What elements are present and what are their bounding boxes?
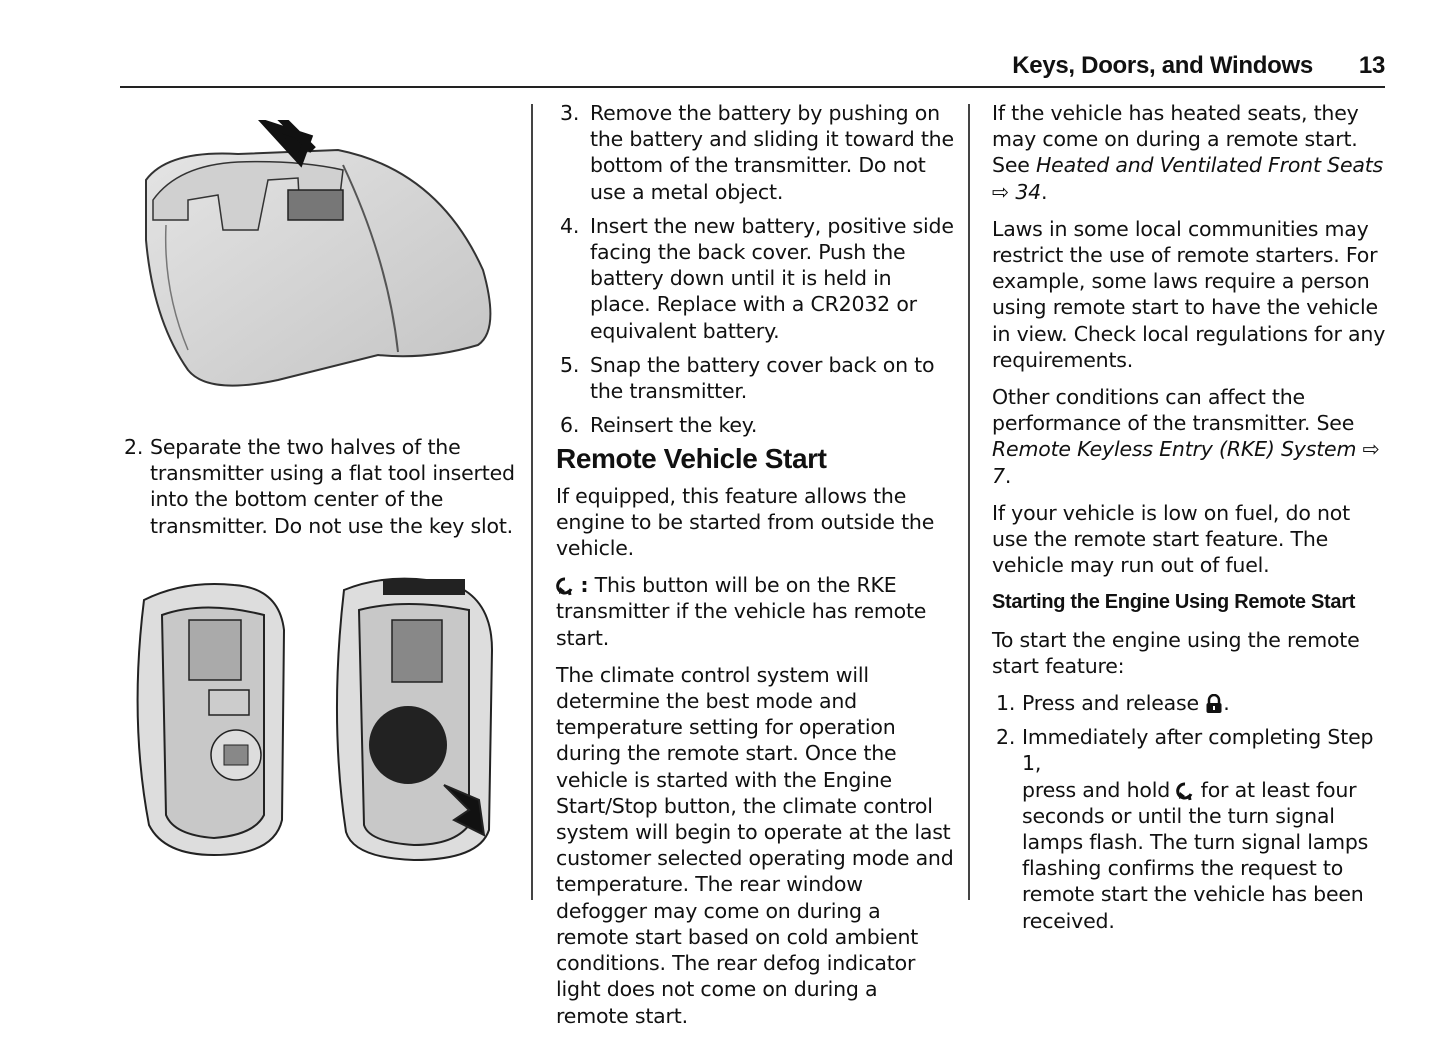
other-conditions-paragraph (992, 384, 1387, 489)
page-ref-arrow-icon: ⇨ (992, 179, 1009, 204)
step-text: Reinsert the key. (590, 413, 758, 438)
page-number: 13 (1358, 52, 1385, 79)
list-item (560, 100, 955, 205)
step-number: 3. (560, 101, 580, 125)
remote-start-icon (1176, 781, 1194, 801)
lock-icon (1205, 694, 1223, 714)
low-fuel-paragraph: If your vehicle is low on fuel, do not use the remote start feature. The vehicle may run out of fuel. (992, 500, 1350, 578)
colon: : (580, 573, 589, 598)
step-number: 2. (124, 435, 144, 459)
step-number: 1. (996, 691, 1016, 716)
step-number: 6. (560, 413, 580, 438)
subheading: Starting the Engine Using Remote Start (992, 591, 1356, 614)
step-text: Snap the battery cover back on to the transmitter. (590, 352, 935, 404)
list-item (560, 352, 955, 404)
button-note-text: This button will be on the RKE transmitter if the vehicle has remote start. (556, 573, 927, 650)
transmitter-open-illustration (128, 120, 498, 410)
step-text: four seconds or until the turn signal lamps flash. The turn signal lamps flashing confirms the request to remote start the vehicle has been received. (1022, 777, 1369, 933)
remote-start-icon (556, 576, 574, 596)
page-ref-arrow-icon: ⇨ (1362, 437, 1380, 462)
list-item (992, 724, 1387, 934)
step-text: for at least (1200, 777, 1310, 802)
step-number: 4. (560, 213, 580, 238)
left-step-2 (124, 434, 516, 539)
other-text: Other conditions can affect the performance of the transmitter. See (992, 385, 1355, 436)
battery-steps (560, 100, 955, 438)
step-text: Remove the battery by pushing on the battery and sliding it toward the bottom of the transmitter. Do not use a metal object. (590, 101, 954, 204)
rke-system-page[interactable]: 7 (992, 463, 1005, 488)
step-number: 2. (996, 725, 1016, 750)
step-text: Separate the two halves of the transmitter using a flat tool inserted into the bottom center of the transmitter. Do not use the key slot. (150, 435, 515, 538)
step-text: press and hold (1022, 777, 1171, 802)
list-item (560, 412, 955, 438)
rke-system-reference[interactable]: Remote Keyless Entry (RKE) System (992, 437, 1357, 462)
header-rule (120, 86, 1385, 88)
step-text: Immediately after completing Step 1, (1022, 725, 1374, 776)
running-header (1012, 52, 1385, 80)
step-text: Insert the new battery, positive side facing the back cover. Push the battery down until it is held in place. Replace with a CR2032 or equivalent battery. (590, 213, 954, 343)
heated-seats-page[interactable]: 34 (1015, 179, 1041, 204)
remote-start-intro: If equipped, this feature allows the engine to be started from outside the vehicle. (556, 483, 935, 561)
heated-seats-paragraph (992, 100, 1387, 205)
column-divider-1 (531, 104, 533, 900)
list-item (992, 690, 1387, 716)
climate-paragraph: The climate control system will determine the best mode and temperature setting for operation during the remote start. Once the vehicle is started with the Engine Start/Stop button, the climate control system will begin to operate at the last customer selected operating mode and temperature. The rear window defogger may come on during a remote start based on cold ambient conditions. The rear defog indicator light does not come on during a remote start. (556, 662, 954, 1028)
remote-start-steps (992, 690, 1387, 934)
to-start-paragraph: To start the engine using the remote start feature: (992, 627, 1360, 678)
column-divider-2 (968, 104, 970, 900)
section-title: Keys, Doors, and Windows (1012, 52, 1313, 79)
period: . (1004, 463, 1012, 488)
step-number: 5. (560, 352, 580, 377)
transmitter-halves-illustration (124, 570, 504, 870)
right-column (992, 100, 1387, 942)
period: . (1041, 179, 1048, 204)
step-text: Press and release (1022, 691, 1199, 716)
heated-seats-reference[interactable]: Heated and Ventilated Front Seats (1035, 153, 1384, 178)
list-item (560, 213, 955, 344)
heated-text: If the vehicle has heated seats, they may come on during a remote start. See (992, 101, 1359, 178)
period: . (1223, 691, 1230, 716)
laws-paragraph: Laws in some local communities may restrict the use of remote starters. For example, some laws require a person using remote start to have the vehicle in view. Check local regulations for any requirements. (992, 216, 1386, 372)
middle-column (556, 100, 955, 1040)
remote-start-button-note (556, 572, 955, 651)
section-heading: Remote Vehicle Start (556, 443, 827, 475)
